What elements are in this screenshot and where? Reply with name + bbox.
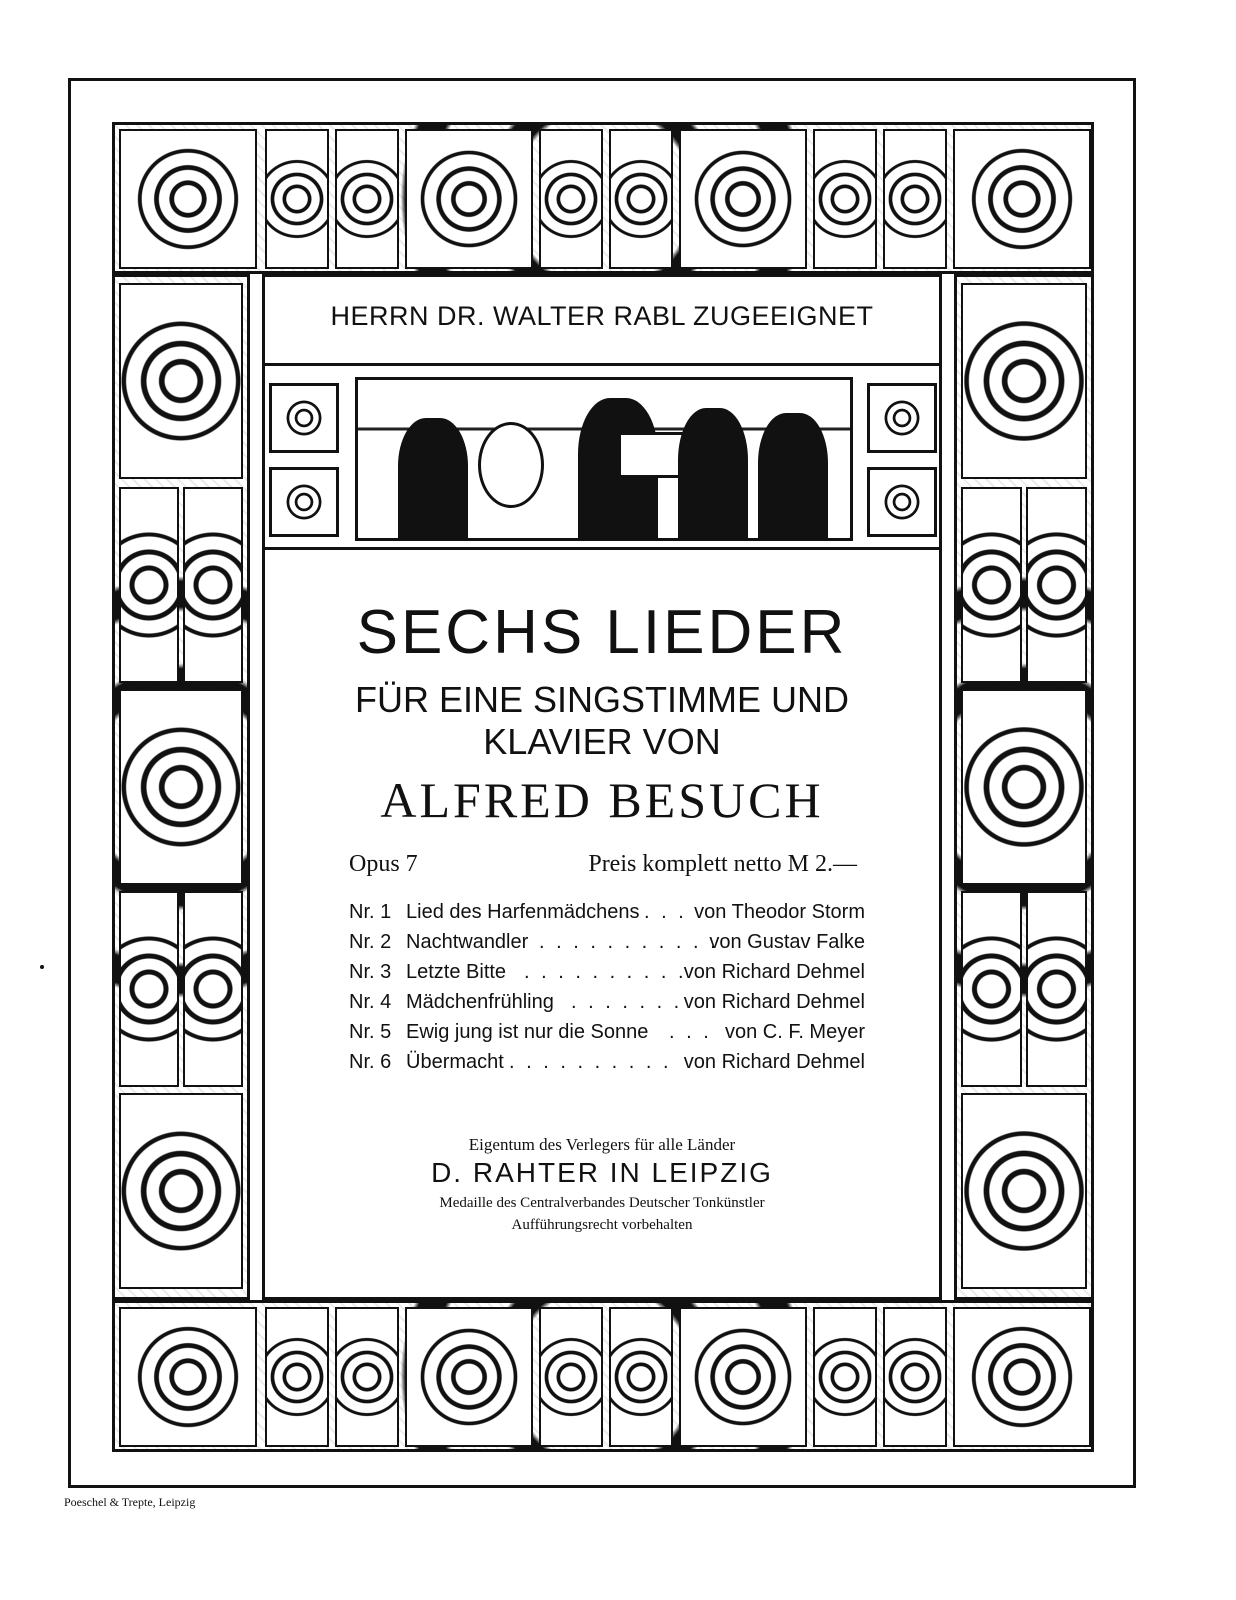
song-number: Nr. 2 [349,931,392,953]
flower-basket-tile [961,283,1087,479]
flower-basket-tile [119,1093,243,1289]
song-number: Nr. 5 [349,1021,392,1043]
list-item [349,897,865,927]
subtitle-line-1: FÜR EINE SINGSTIMME UND [354,679,849,720]
song-author: von Richard Dehmel [683,961,865,983]
rose-tile [961,487,1022,683]
rose-tile [335,129,399,269]
rose-tile [539,1307,603,1447]
dot-leader: . . . . . . . . . . [509,1051,672,1073]
flower-basket-tile [961,689,1087,885]
rose-tile [1026,487,1087,683]
song-title: Übermacht [406,1051,504,1073]
medal-notice: Medaille des Centralverbandes Deutscher Tonkünstler [439,1195,765,1211]
rose-tile [265,1307,329,1447]
rose-tile [883,129,947,269]
print-speck [40,965,44,969]
flower-basket-tile [679,129,807,269]
flower-basket-tile [119,283,243,479]
singer-figure [758,413,828,538]
rose-tile [119,487,179,683]
divider [265,363,939,366]
song-author: von C. F. Meyer [724,1021,865,1043]
subtitle-line-2: KLAVIER VON [483,721,721,762]
composer-name: ALFRED BESUCH [380,772,824,828]
rose-tile [867,467,937,537]
rose-tile [609,129,673,269]
rose-tile [269,383,339,453]
song-author: von Theodor Storm [694,901,865,923]
song-list [349,897,865,1077]
song-title: Letzte Bitte [406,961,507,983]
song-title: Nachtwandler [406,931,529,953]
flower-basket-tile [119,1307,257,1447]
title-panel [262,274,942,1300]
ornamental-border-right [954,274,1094,1300]
dot-leader: . . . [669,1021,712,1043]
dedication: HERRN DR. WALTER RABL ZUGEEIGNET [330,301,874,331]
price: Preis komplett netto M 2.— [588,851,857,877]
song-title: Ewig jung ist nur die Sonne [406,1021,649,1043]
list-item [349,987,865,1017]
list-item [349,957,865,987]
flower-basket-tile [953,1307,1091,1447]
flower-basket-tile [119,689,243,885]
flower-basket-tile [961,1093,1087,1289]
rose-tile [269,467,339,537]
publisher: D. RAHTER IN LEIPZIG [431,1157,773,1188]
rose-tile [813,1307,877,1447]
ornamental-border-top [112,122,1094,274]
rights-notice: Eigentum des Verlegers für alle Länder [468,1135,736,1154]
song-author: von Richard Dehmel [683,991,865,1013]
song-title: Lied des Harfenmädchens [406,901,640,923]
flower-basket-tile [953,129,1091,269]
musician-figure [398,418,468,538]
song-number: Nr. 6 [349,1051,392,1073]
song-author: von Richard Dehmel [683,1051,865,1073]
dot-leader: . . . . . . . [571,991,683,1013]
ornamental-border-bottom [112,1300,1094,1452]
song-title: Mädchenfrühling [406,991,554,1013]
dot-leader: . . . [644,901,687,923]
list-item [349,1047,865,1077]
list-item [349,927,865,957]
rose-tile [883,1307,947,1447]
flower-basket-tile [119,129,257,269]
rose-tile [609,1307,673,1447]
ornamental-border-left [112,274,250,1300]
divider [265,547,939,550]
printer-credit: Poeschel & Trepte, Leipzig [64,1495,196,1509]
flower-basket-tile [405,1307,533,1447]
rose-tile [183,487,243,683]
rose-tile [265,129,329,269]
singer-figure [678,408,748,538]
rose-tile [1026,891,1087,1087]
rose-tile [335,1307,399,1447]
opus-number: Opus 7 [349,851,418,877]
rose-tile [961,891,1022,1087]
dot-leader: . . . . . . . . . . . [539,931,719,953]
rose-tile [183,891,243,1087]
flower-basket-tile [679,1307,807,1447]
performance-rights: Aufführungsrecht vorbehalten [511,1217,693,1233]
flower-basket-tile [405,129,533,269]
song-number: Nr. 3 [349,961,392,983]
rose-tile [539,129,603,269]
page-title: SECHS LIEDER [356,598,848,667]
song-number: Nr. 1 [349,901,392,923]
list-item [349,1017,865,1047]
musicians-illustration [355,377,853,541]
rose-tile [813,129,877,269]
rose-tile [867,383,937,453]
song-number: Nr. 4 [349,991,392,1013]
song-author: von Gustav Falke [709,931,865,953]
lute-icon [478,422,544,508]
dot-leader: . . . . . . . . . . [524,961,687,983]
rose-tile [119,891,179,1087]
